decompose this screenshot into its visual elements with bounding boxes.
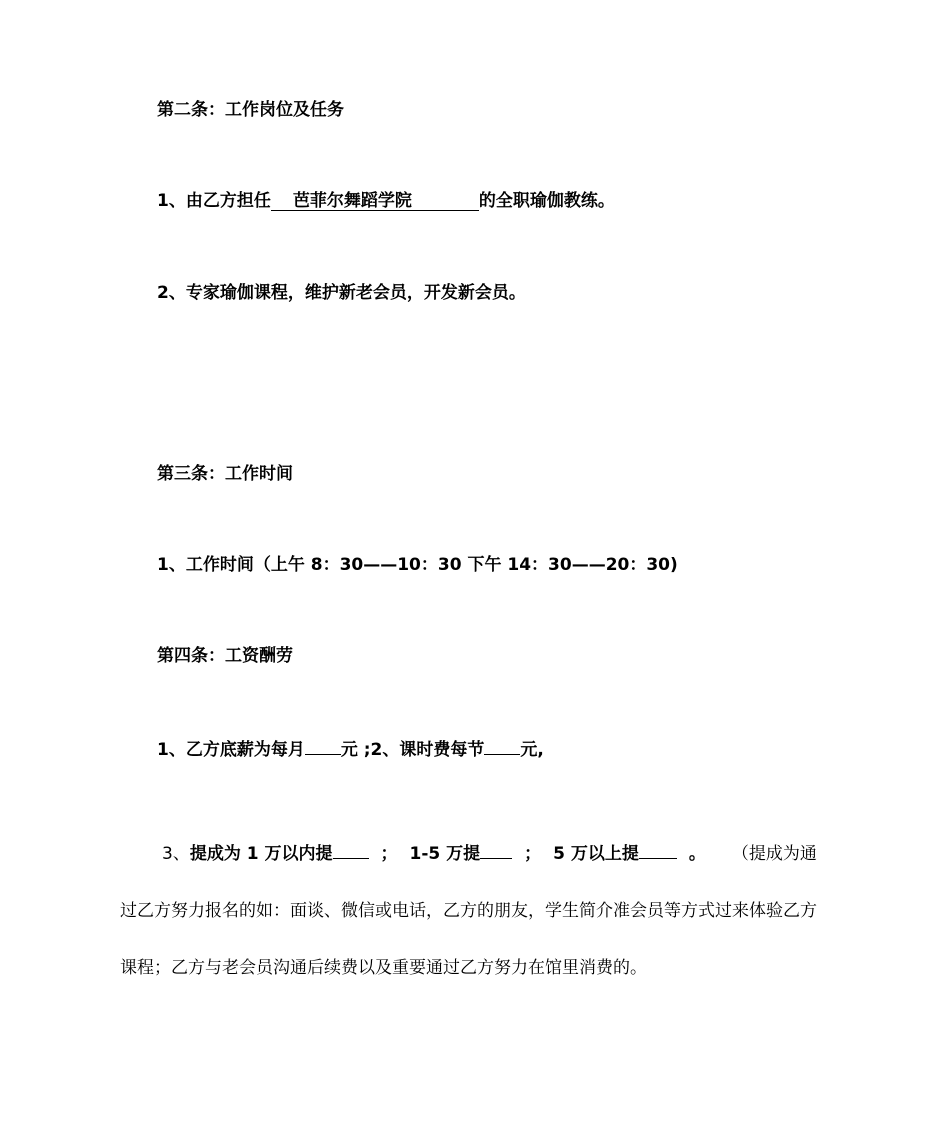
separator-1: ； <box>380 844 398 864</box>
class-fee-label: 元 ;2、课时费每节 <box>340 740 485 760</box>
base-salary-label: 1、乙方底薪为每月 <box>157 740 305 760</box>
article-4-item-3 <box>120 826 832 997</box>
employer-name-field <box>271 192 479 211</box>
employer-name-value: 芭菲尔舞蹈学院 <box>292 191 412 211</box>
article-2-item-1 <box>157 190 615 212</box>
item-1-prefix: 1、由乙方担任 <box>157 191 271 211</box>
article-3-heading: 第三条：工作时间 <box>157 464 293 484</box>
article-4-item-1 <box>157 736 544 761</box>
article-4-heading: 第四条：工资酬劳 <box>157 646 293 666</box>
commission-tier-3-blank <box>639 840 677 859</box>
commission-tier-1-label: 提成为 1 万以内提 <box>189 844 333 864</box>
commission-tier-1-blank <box>333 840 369 859</box>
item-3-end: 。 <box>688 844 706 864</box>
commission-tier-2-label: 1-5 万提 <box>409 844 481 864</box>
class-fee-unit: 元, <box>520 740 544 760</box>
commission-tier-2-blank <box>480 840 512 859</box>
article-3-item-1: 1、工作时间（上午 8：30——10：30 下午 14：30——20：30) <box>157 555 678 575</box>
separator-2: ； <box>524 844 542 864</box>
commission-tier-3-label: 5 万以上提 <box>553 844 639 864</box>
article-2-heading: 第二条：工作岗位及任务 <box>157 100 344 120</box>
class-fee-blank <box>484 736 520 755</box>
item-1-suffix: 的全职瑜伽教练。 <box>478 191 615 211</box>
item-3-number: 3、 <box>162 844 190 864</box>
base-salary-blank <box>305 736 341 755</box>
commission-note: （提成为通过乙方努力报名的如：面谈、微信或电话，乙方的朋友，学生简介准会员等方式过来体验乙方课程；乙方与老会员沟通后续费以及重要通过乙方努力在馆里消费的。 <box>120 844 817 978</box>
article-2-item-2: 2、专家瑜伽课程，维护新老会员，开发新会员。 <box>157 283 526 303</box>
